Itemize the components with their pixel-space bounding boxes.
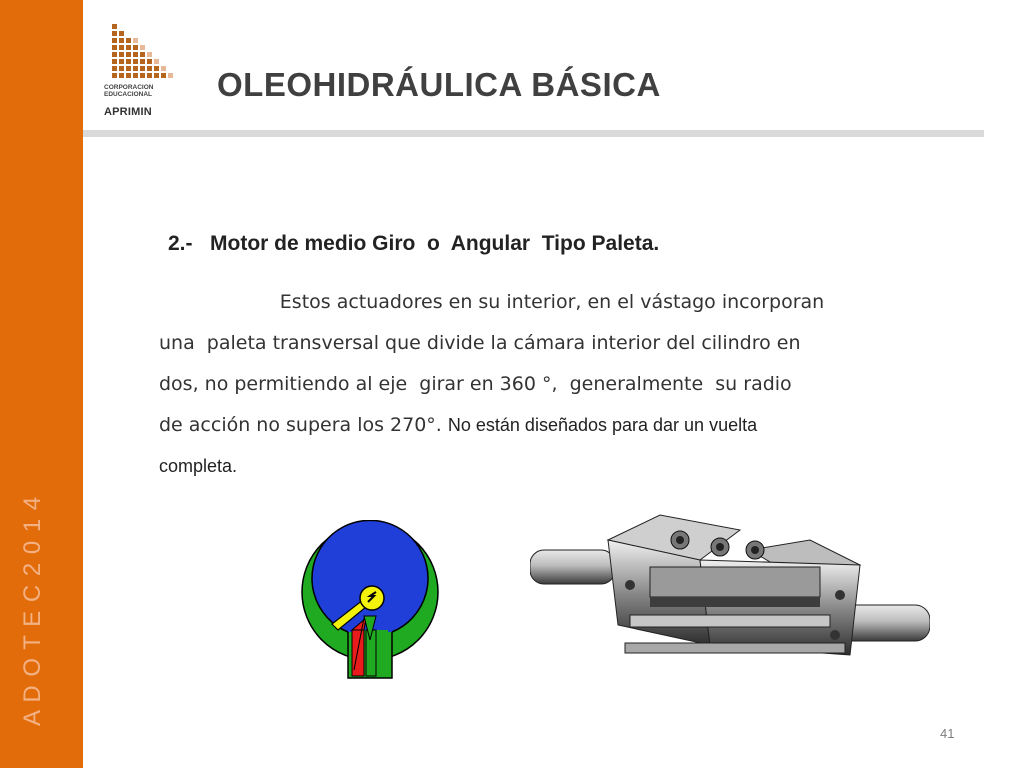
body-text — [159, 282, 939, 487]
logo-brand: APRIMIN — [104, 106, 152, 118]
section-heading: 2.- Motor de medio Giro o Angular Tipo Paleta. — [168, 232, 660, 255]
body-line-2: una paleta transversal que divide la cámara interior del cilindro en — [159, 332, 801, 354]
body-line-4-start: de acción no supera los 270°. — [159, 414, 448, 436]
sidebar — [0, 0, 83, 768]
sidebar-vertical-text — [10, 458, 50, 728]
logo-caption — [104, 84, 178, 98]
body-line-5: completa. — [159, 456, 238, 476]
body-line-3: dos, no permitiendo al eje girar en 360 °, generalmente su radio — [159, 373, 792, 395]
body-line-4-tail: No están diseñados para dar un vuelta — [447, 415, 758, 435]
body-line-1: Estos actuadores en su interior, en el vástago incorporan — [159, 291, 825, 313]
vane-motor-diagram — [298, 520, 443, 680]
body-line-4 — [159, 405, 939, 446]
logo-caption-line1: CORPORACION — [104, 84, 154, 91]
page-number: 41 — [940, 726, 955, 741]
svg-text:A D O T E C 2 0 1 4: A D O T E C 2 0 1 4 — [19, 495, 46, 726]
title-divider — [83, 130, 984, 137]
page-title: OLEOHIDRÁULICA BÁSICA — [217, 66, 661, 103]
logo-caption-line2: EDUCACIONAL — [104, 91, 153, 98]
rotary-actuator-photo — [530, 505, 930, 680]
